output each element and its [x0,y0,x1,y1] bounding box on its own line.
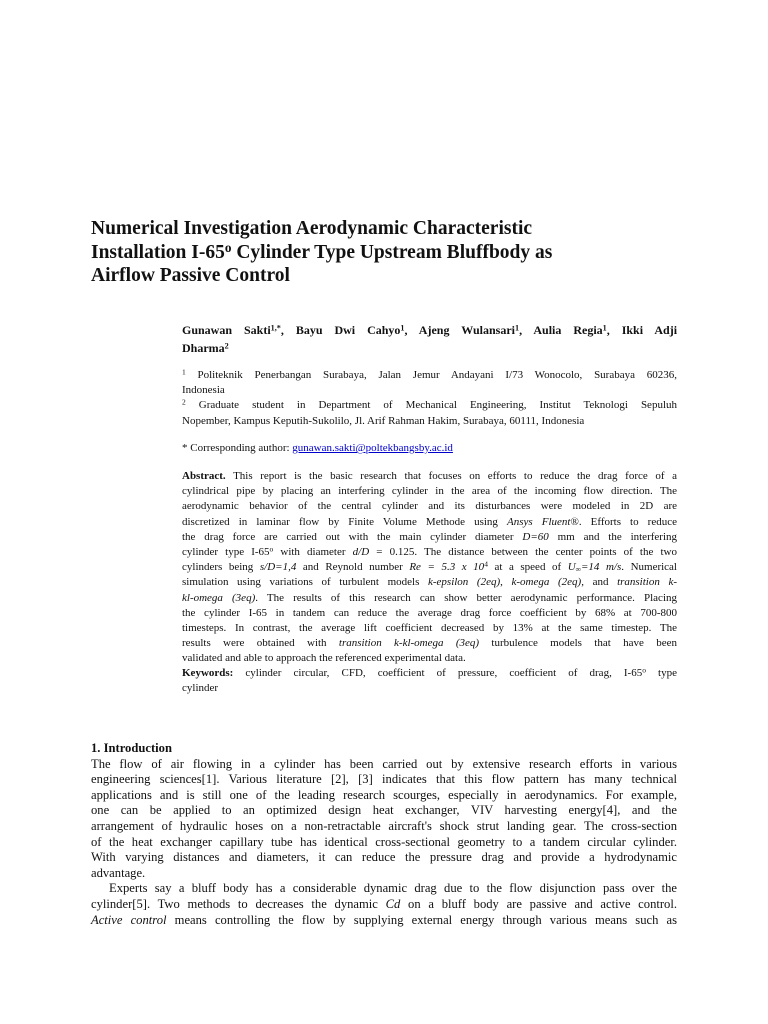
body-text: means controlling the flow by supplying external energy through various means such as [166,912,677,927]
affiliation-marker: 1 [602,323,607,333]
abstract-line [182,560,677,575]
model-name: transition k- [617,576,678,589]
emphasis: Active control [91,912,167,927]
author-name: , Bayu Dwi Cahyo [280,323,401,337]
affiliation-text: Graduate student in Department of Mechanical Engineering, Institut Teknologi Sepuluh [185,399,677,412]
keywords [182,666,677,696]
title-text: Installation I-65 [91,241,225,263]
abstract-text: . Numerical [621,561,677,574]
affiliation-text: Politeknik Penerbangan Surabaya, Jalan Jemur Andayani I/73 Wonocolo, Surabaya 60236, [185,369,677,381]
model-name: k-epsilon (2eq) [427,576,501,589]
abstract-line: timesteps. In contrast, the average lift coefficient decreased by 13% at the same timestep. The [182,621,677,634]
infinity-subscript: ∞ [575,564,581,574]
degree-superscript: o [269,544,274,554]
abstract-text: . The results of this research can show better aerodynamic performance. Placing [255,591,677,604]
body-text: cylinder[5]. Two methods to decreases the dynamic [91,896,386,911]
author-name: Dharma [182,340,225,355]
keywords-line [182,666,677,681]
math-expression: Cd [385,896,401,911]
corresponding-label: * Corresponding author: [182,442,293,454]
author-name: , Ikki Adji [606,323,678,337]
body-line [91,897,677,913]
body-line: applications and is still one of the leading research scourges, especially in aerodynamics. For example, [91,787,677,802]
abstract-text: , [500,576,512,589]
title-line-1: Numerical Investigation Aerodynamic Characteristic [91,218,533,239]
author-name: Gunawan Sakti [182,323,271,337]
body-line: of the heat exchanger capillary tube has identical cross-sectional geometry to a tandem circular cylinder. [91,834,677,849]
body-line: engineering sciences[1]. Various literature [2], [3] indicates that this flow pattern has many technical [91,772,677,787]
model-name: k-omega (2eq) [511,576,582,589]
abstract-text: turbulence models that have been [479,637,677,650]
abstract-text: ®. Efforts to reduce [570,515,677,528]
body-line [91,913,677,929]
body-line: arrangement of hydraulic hoses on a non-retractable aircraft's shock strut landing gear. The cross-section [91,818,677,833]
corresponding-author [182,441,677,456]
affiliation-2-cont: Nopember, Kampus Keputih-Sukolilo, Jl. Arif Rahman Hakim, Surabaya, 60111, Indonesia [182,414,585,427]
abstract-text: discretized in laminar flow by Finite Volume Methode using [182,515,508,528]
title-line-3: Airflow Passive Control [91,265,290,286]
math-expression: s/D=1,4 [259,561,297,574]
abstract-text: results were obtained with [182,637,339,650]
degree-superscript: o [642,665,646,675]
body-line: The flow of air flowing in a cylinder has been carried out by extensive research efforts in various [91,756,677,771]
affiliation-marker: 1 [400,323,405,333]
affiliation-number: 2 [182,398,186,408]
author-list [182,322,677,357]
body-line: advantage. [91,865,146,880]
section-heading: 1. Introduction [91,741,172,755]
body-text: on a bluff body are passive and active control. [400,896,677,911]
affiliation-marker: 2 [224,340,229,350]
affiliation-number: 1 [182,367,186,377]
abstract-line: the cylinder I-65 in tandem can reduce the average drag force coefficient by 68% at 700-800 [182,606,677,619]
affiliation-marker: 1 [515,323,520,333]
keywords-label: Keywords: [182,667,234,679]
abstract-text: This report is the basic research that focuses on efforts to reduce the drag force of a [225,470,677,482]
math-expression: U [567,561,576,574]
model-name: transition k-kl-omega (3eq) [338,637,480,650]
abstract-line [182,636,677,651]
introduction-section [91,741,677,928]
affiliation-2 [182,398,677,413]
abstract-line [182,591,677,606]
abstract-text: simulation using variations of turbulent models [182,576,428,589]
abstract-line [182,575,677,590]
body-line: one can be applied to an optimized design heat exchanger, VIV harvesting energy[4], and the [91,803,677,818]
body-line: Experts say a bluff body has a considerable dynamic drag due to the flow disjunction pass over the [109,881,677,896]
abstract-line: validated and able to approach the referenced experimental data. [182,652,466,665]
abstract-text: cylinder type I-65 [182,545,270,558]
software-name: Ansys Fluent [507,515,571,528]
email-link[interactable]: gunawan.sakti@poltekbangsby.ac.id [292,442,453,454]
abstract-text: cylinders being [182,561,260,574]
affiliations [182,368,677,429]
model-name: kl-omega (3eq) [182,591,256,604]
author-line-2 [182,340,677,358]
abstract-text: = 0.125. The distance between the center points of the two [369,545,677,558]
abstract-text: at a speed of [487,561,568,574]
math-expression: d/D [352,545,370,558]
corresponding-line [182,441,677,456]
keywords-text: cylinder circular, CFD, coefficient of pressure, coefficient of drag, I-65 [233,667,643,679]
abstract-line [182,530,677,545]
abstract-text: and Reynold number [296,561,410,574]
exponent: 4 [484,559,488,569]
abstract-text: with diameter [273,545,353,558]
abstract-text: the drag force are carried out with the main cylinder diameter [182,530,523,543]
author-name: , Aulia Regia [519,323,603,337]
abstract [182,469,677,666]
title-text: Cylinder Type Upstream Bluffbody as [231,241,553,263]
abstract-line: cylindrical pipe by placing an interfering cylinder in the area of the incoming flow direction. The [182,485,677,498]
math-expression: Re = 5.3 x 10 [409,561,485,574]
keywords-line: cylinder [182,682,219,695]
abstract-text: , and [581,576,618,589]
author-name: , Ajeng Wulansari [404,323,515,337]
abstract-line [182,545,677,560]
abstract-line [182,469,677,484]
abstract-line [182,515,677,530]
affiliation-1-cont: Indonesia [182,384,225,397]
keywords-text: type [645,667,677,679]
paper-title [91,217,691,288]
math-expression: =14 m/s [581,561,622,574]
abstract-line: aerodynamic behavior of the central cylinder and its disturbances were modeled in 2D are [182,500,677,513]
affiliation-marker: 1,* [270,323,281,333]
math-expression: D=60 [522,530,549,543]
title-line-2 [91,241,691,265]
degree-superscript: o [224,239,232,255]
abstract-text: mm and the interfering [548,530,677,543]
affiliation-1 [182,368,677,383]
body-line: With varying distances and diameters, it can reduce the pressure drag and provide a hydrodynamic [91,850,677,865]
abstract-label: Abstract. [182,470,226,482]
author-line-1 [182,322,677,340]
